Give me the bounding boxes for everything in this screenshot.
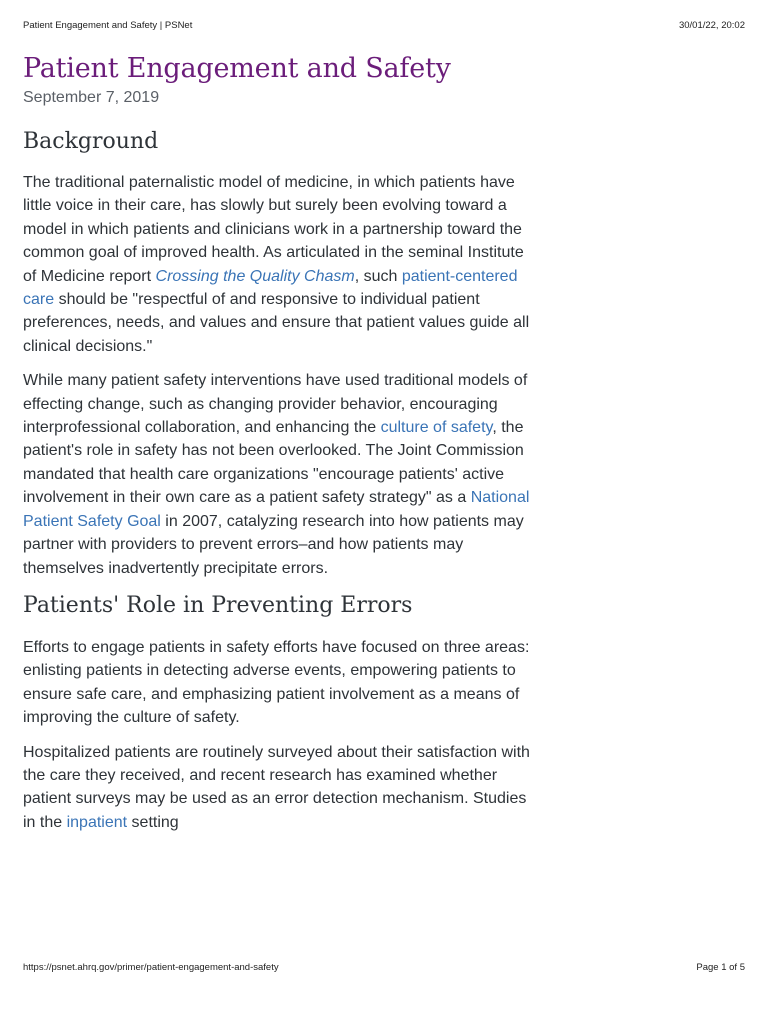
paragraph-text: While many patient safety interventions have used traditional models of effecting change, such as changing provider behavior, encouraging interprofessional collaboration, and enhancing the — [23, 372, 528, 437]
patients-role-paragraph-2 — [23, 741, 535, 835]
crossing-the-quality-chasm-link[interactable]: Crossing the Quality Chasm — [155, 267, 355, 285]
print-header — [23, 20, 745, 31]
paragraph-text: The traditional paternalistic model of medicine, in which patients have little voice in their care, has slowly but surely been evolving toward a model in which patients and clinicians work in a partnership toward the common goal of improved health. As articulated in the seminal Institute of Medicine report — [23, 174, 524, 285]
background-paragraph-1 — [23, 171, 535, 358]
patients-role-paragraph-1: Efforts to engage patients in safety efforts have focused on three areas: enlisting patients in detecting adverse events, empowering patients to ensure safe care, and emphasizing patient involvement as a means of improving the culture of safety. — [23, 638, 530, 727]
paragraph-text: should be "respectful of and responsive to individual patient preferences, needs, and values and ensure that patient values guide all clinical decisions." — [23, 291, 530, 355]
section-heading-background: Background — [23, 129, 159, 154]
paragraph-text: in 2007, catalyzing research into how patients may partner with providers to prevent errors–and how patients may themselves inadvertently precipitate errors. — [23, 512, 524, 577]
print-footer — [23, 962, 745, 973]
book-title — [156, 268, 355, 285]
national-patient-safety-goal-link[interactable]: National Patient Safety Goal — [23, 489, 530, 530]
paragraph-text: , the patient's role in safety has not been overlooked. The Joint Commission mandated that health care organizations "encourage patients' active involvement in their own care as a patient safety strategy" as a — [23, 419, 524, 507]
print-header-title: Patient Engagement and Safety | PSNet — [23, 20, 193, 31]
inpatient-link[interactable]: inpatient — [66, 813, 128, 831]
article — [23, 52, 535, 834]
background-paragraph-2 — [23, 369, 535, 580]
page-title: Patient Engagement and Safety — [23, 53, 451, 84]
paragraph-text: , such — [354, 267, 402, 285]
section-heading-patients-role: Patients' Role in Preventing Errors — [23, 592, 413, 618]
print-header-timestamp: 30/01/22, 20:02 — [678, 20, 745, 31]
publication-date: September 7, 2019 — [23, 89, 160, 106]
print-footer-page-number: Page 1 of 5 — [696, 962, 745, 973]
print-footer-url: https://psnet.ahrq.gov/primer/patient-engagement-and-safety — [23, 962, 279, 973]
paragraph-text: Hospitalized patients are routinely surveyed about their satisfaction with the care they received, and recent research has examined whether patient surveys may be used as an error detection mechanism. Studies in the — [23, 743, 530, 831]
culture-of-safety-link[interactable]: culture of safety — [380, 419, 493, 437]
paragraph-text: setting — [127, 813, 179, 831]
patient-centered-care-link[interactable]: patient-centered care — [23, 267, 518, 309]
